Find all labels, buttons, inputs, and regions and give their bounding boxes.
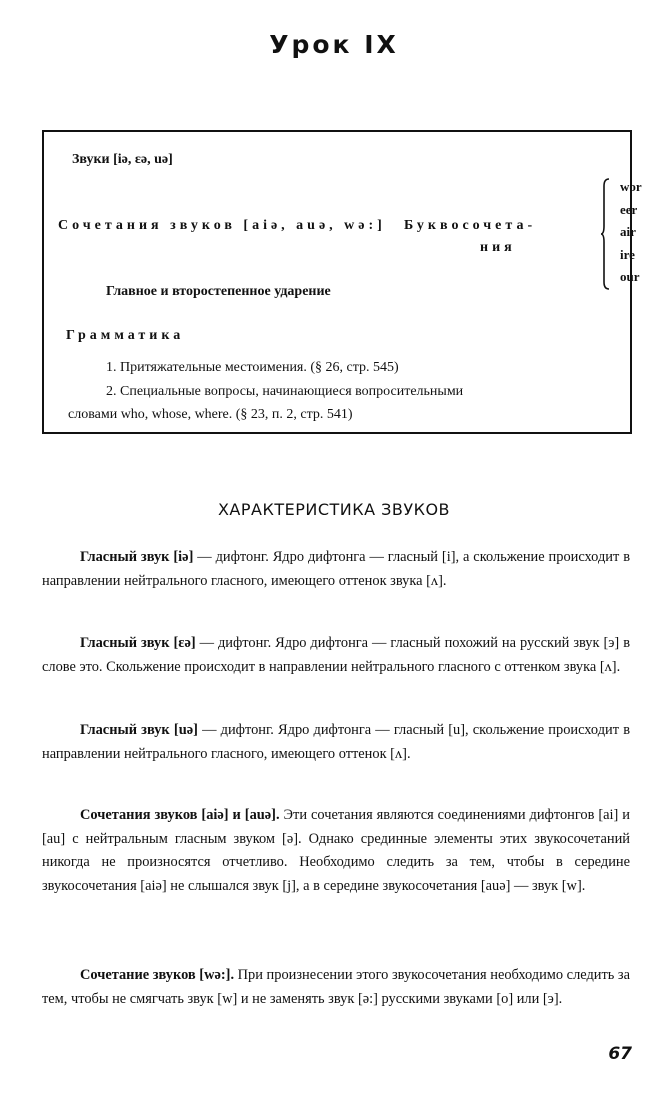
letter-combos-label-1: Буквосочета- (404, 218, 537, 233)
section-title: ХАРАКТЕРИСТИКА ЗВУКОВ (217, 500, 451, 519)
paragraph (42, 719, 630, 766)
paragraph-text: — дифтонг. Ядро дифтонга — гласный [u], скольжение происходит в направлении нейтрального гласного, имеющего оттенок [ʌ]. (42, 722, 630, 762)
page-number: 67 (608, 1044, 632, 1064)
paragraph-lead: Гласный звук [uə] (80, 722, 198, 738)
grammar-heading: Грамматика (66, 328, 185, 343)
paragraph-text: При произнесении этого звукосочетания необходимо следить за тем, чтобы не смягчать звук [w] и не заменять звук [ə:] русскими звуками [о] или [э]. (42, 967, 630, 1007)
lesson-summary-box (42, 130, 642, 434)
curly-brace-icon (600, 178, 610, 290)
stress-line: Главное и второстепенное ударение (106, 284, 331, 299)
lesson-title: Урок IX (269, 30, 399, 59)
paragraph-text: Эти сочетания являются соединениями дифтонгов [ai] и [au] с нейтральным гласным звуком [ə]. Однако срединные элементы этих звукосочетаний никогда не произносятся отчетливо. Необходимо следить за тем, чтобы в середине звукосочетания [aiə] не слышался звук [j], а в середине звукосочетания [auə] — звук [w]. (42, 807, 631, 894)
paragraph-lead: Сочетания звуков [aiə] и [auə]. (80, 807, 280, 823)
paragraph (42, 546, 630, 593)
paragraph-text: — дифтонг. Ядро дифтонга — гласный похожий на русский звук [э] в слове это. Скольжение происходит в направлении нейтрального гласного с оттенком звука [ʌ]. (42, 635, 630, 675)
paragraph-text: — дифтонг. Ядро дифтонга — гласный [i], а скольжение происходит в направлении нейтрального гласного, имеющего оттенок звука [ʌ]. (42, 549, 630, 589)
paragraph (42, 632, 630, 679)
grammar-item-2-line-1: 2. Специальные вопросы, начинающиеся вопросительными (106, 384, 464, 399)
paragraph-lead: Гласный звук [iə] (80, 549, 194, 565)
letter-combo: air (620, 224, 636, 239)
grammar-item-1: 1. Притяжательные местоимения. (§ 26, стр. 545) (106, 360, 399, 375)
letter-combo: wor (620, 179, 642, 194)
letter-combo: ire (620, 246, 635, 262)
paragraph-lead: Гласный звук [ɛə] (80, 635, 196, 651)
letter-combo: eer (620, 201, 638, 217)
letter-combo: our (620, 269, 640, 284)
paragraph (42, 964, 630, 1011)
letter-combos-list (620, 176, 642, 289)
paragraph (42, 804, 630, 898)
sounds-line: Звуки [iə, ɛə, uə] (72, 152, 173, 167)
letter-combos-label-2: ния (480, 240, 516, 255)
grammar-item-2-line-2: словами who, whose, where. (§ 23, п. 2, стр. 541) (68, 407, 353, 422)
paragraph-lead: Сочетание звуков [wə:]. (80, 967, 235, 983)
combos-line: Сочетания звуков [aiə, auə, wə:] (58, 218, 386, 233)
